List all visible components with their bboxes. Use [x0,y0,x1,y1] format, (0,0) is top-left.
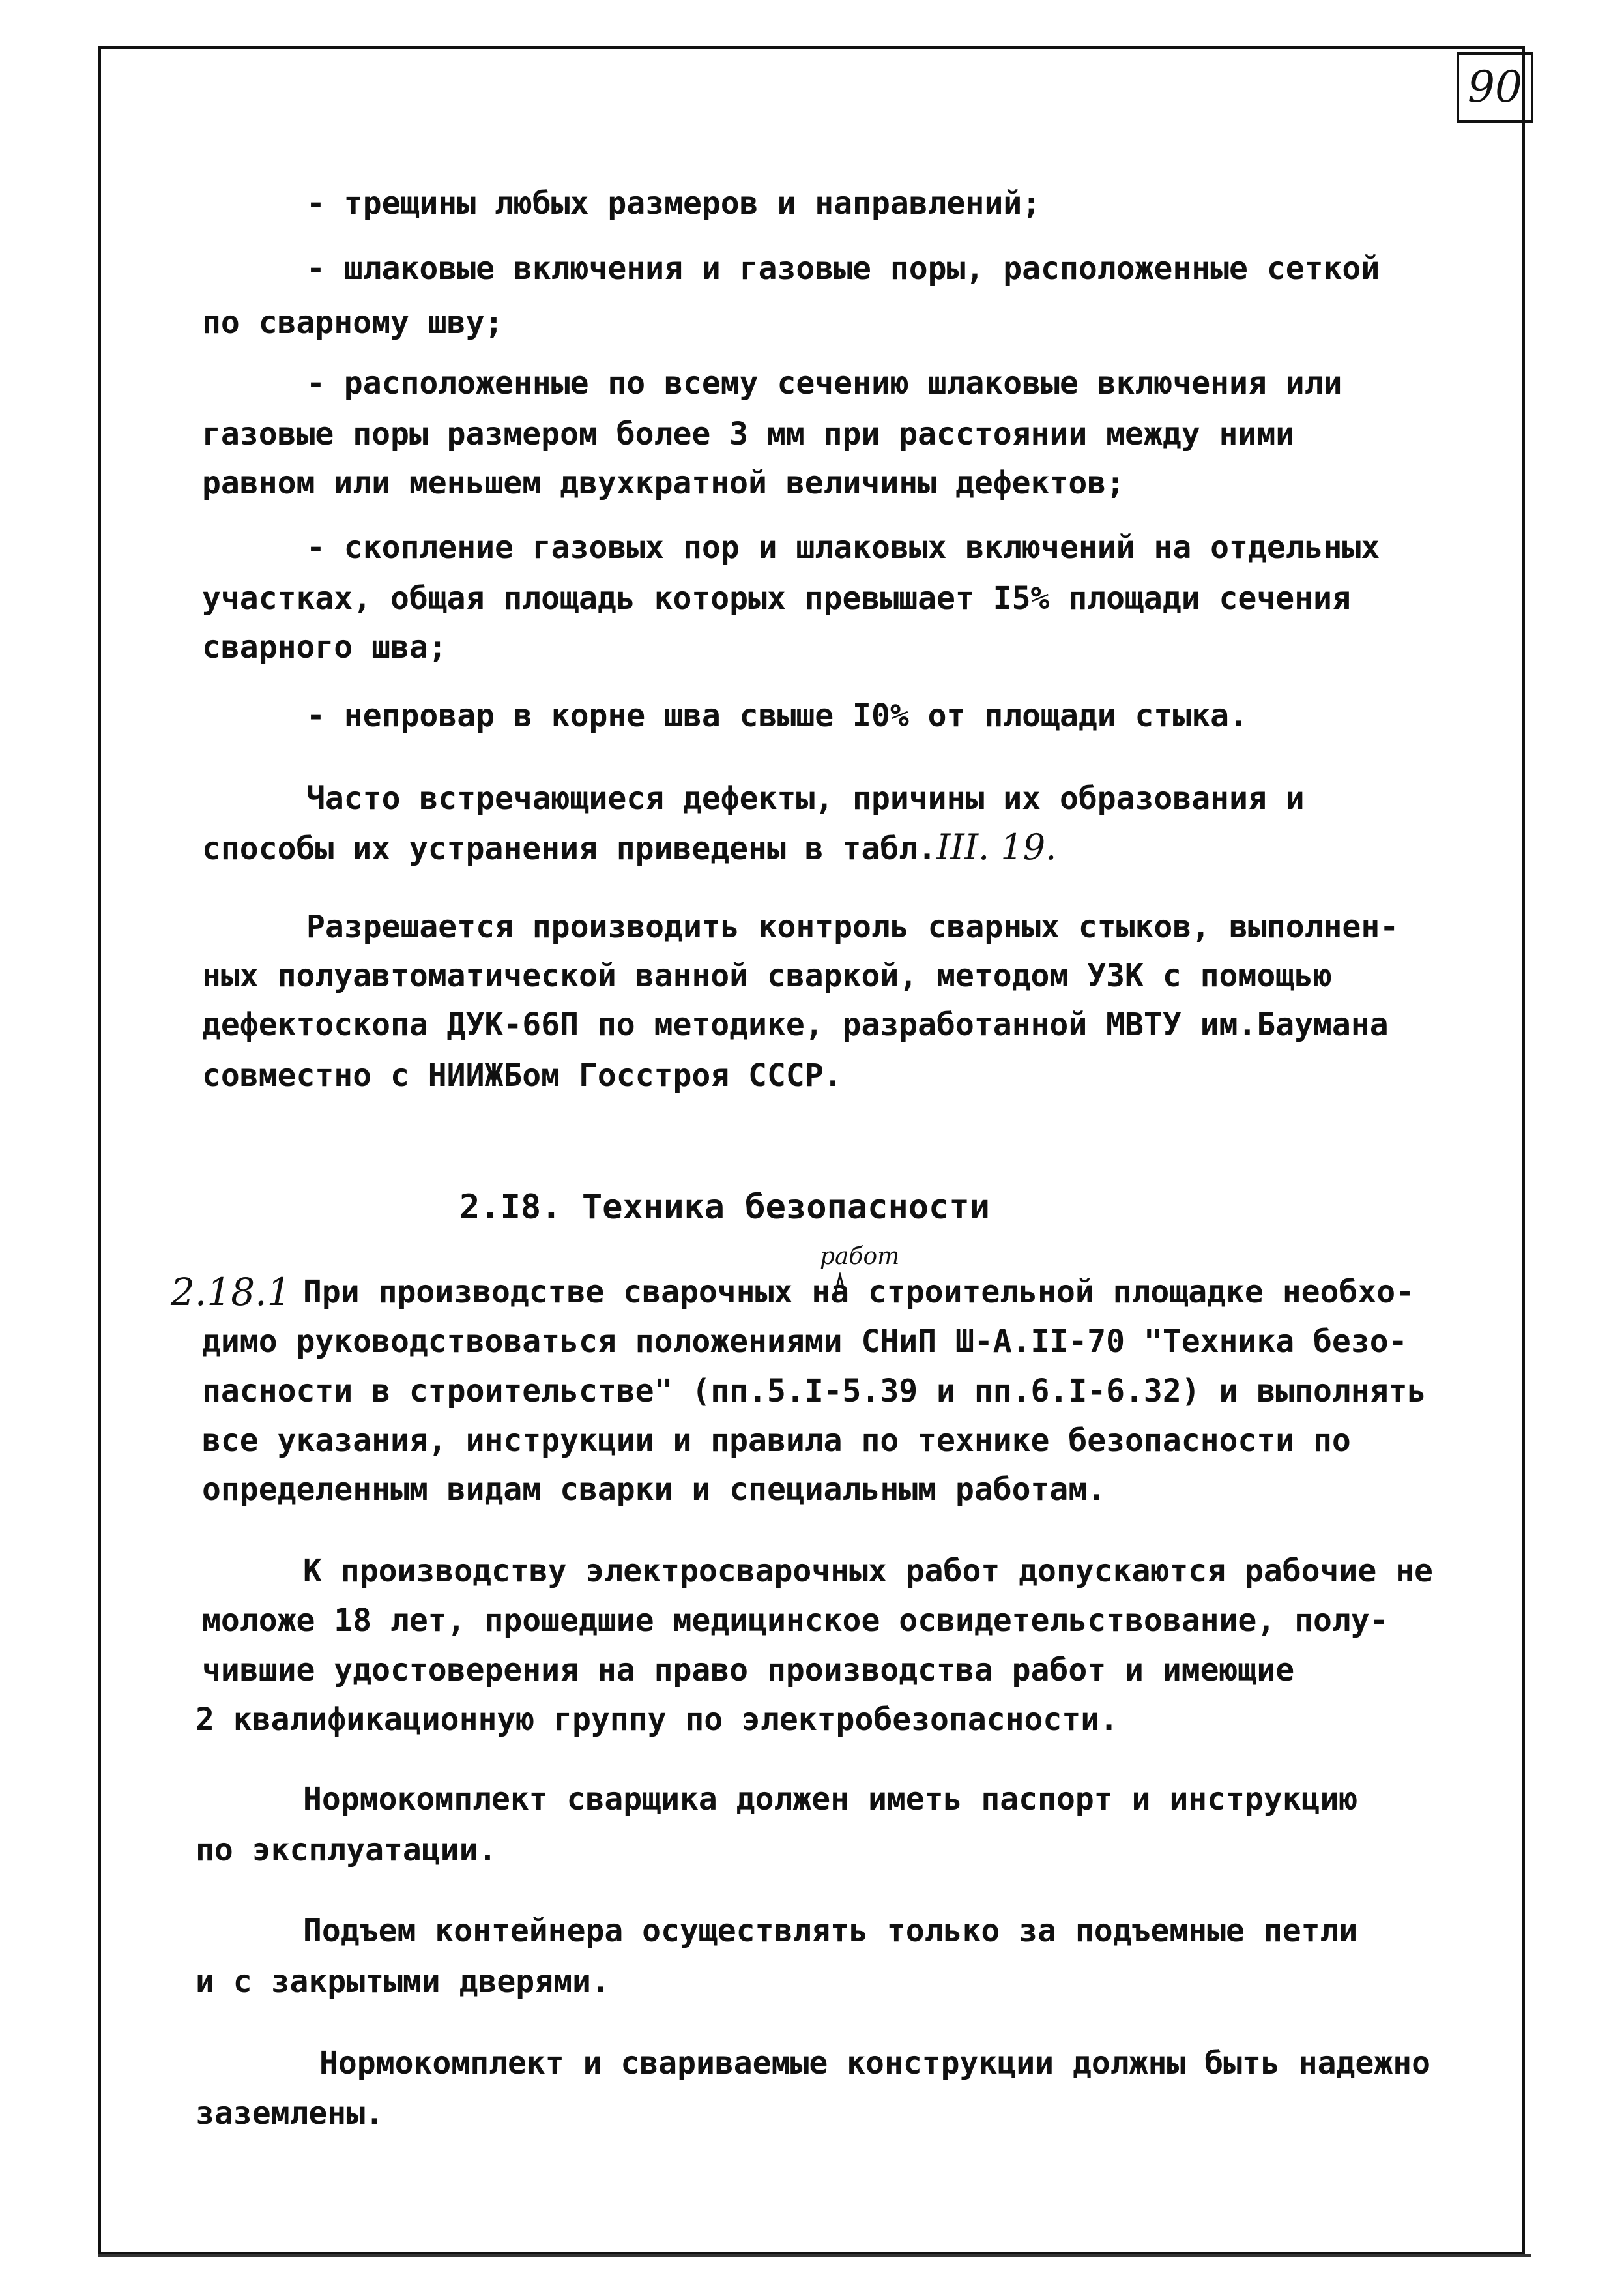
page-number: 90 [1457,52,1533,123]
text-line: участках, общая площадь которых превышает I5% площади сечения [202,580,1351,617]
text-line: При производстве сварочных на строительной площадке необхо- [303,1274,1415,1310]
section-number-handwritten: 2.18.1 [171,1270,291,1314]
text-line: Нормокомплект и свариваемые конструкции должны быть надежно [319,2045,1431,2081]
text-line: по эксплуатации. [196,1832,497,1868]
text-line: Разрешается производить контроль сварных стыков, выполнен- [306,909,1399,945]
text-line: и с закрытыми дверями. [196,1963,610,2000]
text-line [202,828,1056,868]
insertion-handwritten: работ [820,1243,900,1270]
text-line: моложе 18 лет, прошедшие медицинское освидетельствование, полу- [202,1602,1389,1639]
section-heading: 2.I8. Техника безопасности [459,1188,990,1227]
text-line: совместно с НИИЖБом Госстроя СССР. [202,1057,843,1094]
text-line: Подъем контейнера осуществлять только за подъемные петли [303,1913,1358,1949]
text-line: К производству электросварочных работ допускаются рабочие не [303,1553,1433,1589]
text-line: определенным видам сварки и специальным работам. [202,1471,1107,1508]
table-reference-handwritten: III. 19. [936,827,1057,868]
text-line: ных полуавтоматической ванной сваркой, методом УЗК с помощью [202,958,1332,994]
text-line: чившие удостоверения на право производства работ и имеющие [202,1652,1295,1688]
text-line: Часто встречающиеся дефекты, причины их образования и [306,780,1305,817]
text-line: пасности в строительстве" (пп.5.I-5.39 и пп.6.I-6.32) и выполнять [202,1373,1427,1409]
text-line: все указания, инструкции и правила по технике безопасности по [202,1422,1351,1459]
text-line: - трещины любых размеров и направлений; [306,185,1041,222]
text-line: дефектоскопа ДУК-66П по методике, разработанной МВТУ им.Баумана [202,1006,1389,1043]
text-line: газовые поры размером более 3 мм при расстоянии между ними [202,416,1295,452]
text-line: Нормокомплект сварщика должен иметь паспорт и инструкцию [303,1781,1358,1817]
border-shadow [98,2254,1531,2257]
text-line: - шлаковые включения и газовые поры, расположенные сеткой [306,250,1380,287]
text-line: 2 квалификационную группу по электробезопасности. [196,1701,1119,1738]
text-line: по сварному шву; [202,304,504,341]
text-line: сварного шва; [202,629,447,666]
text-line: заземлены. [196,2095,384,2132]
text-line: равном или меньшем двухкратной величины дефектов; [202,465,1125,501]
text-line: - расположенные по всему сечению шлаковые включения или [306,365,1342,402]
text-line: - непровар в корне шва свыше I0% от площади стыка. [306,698,1248,734]
text-line: димо руководствоваться положениями СНиП Ш-А.II-70 "Техника безо- [202,1323,1408,1360]
text-segment: способы их устранения приведены в табл. [202,830,937,867]
text-line: - скопление газовых пор и шлаковых включений на отдельных [306,529,1380,566]
